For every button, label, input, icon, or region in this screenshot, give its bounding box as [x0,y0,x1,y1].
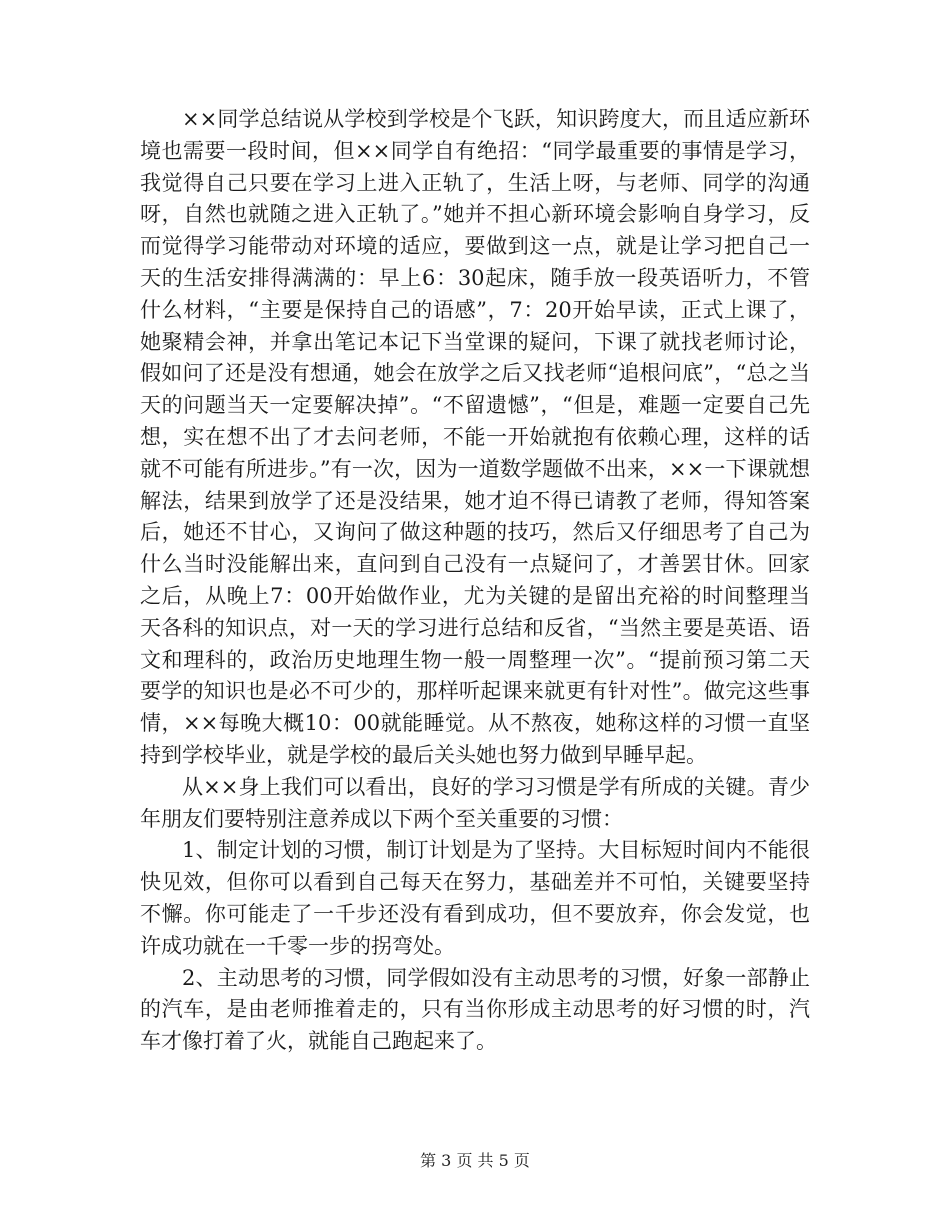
paragraph-4: 2、主动思考的习惯，同学假如没有主动思考的习惯，好象一部静止的汽车，是由老师推着走的，只有当你形成主动思考的好习惯的时，汽车才像打着了火，就能自己跑起来了。 [140,965,810,1054]
page-number-footer: 第 3 页 共 5 页 [420,1151,530,1170]
paragraph-3: 1、制定计划的习惯，制订计划是为了坚持。大目标短时间内不能很快见效，但你可以看到自己每天在努力，基础差并不可怕，关键要坚持不懈。你可能走了一千步还没有看到成功，但不要放弃，你会发觉，也许成功就在一千零一步的拐弯处。 [140,838,810,958]
document-body [140,104,810,1058]
paragraph-1: ××同学总结说从学校到学校是个飞跃，知识跨度大，而且适应新环境也需要一段时间，但××同学自有绝招：“同学最重要的事情是学习，我觉得自己只要在学习上进入正轨了，生活上呀，与老师、同学的沟通呀，自然也就随之进入正轨了。”她并不担心新环境会影响自身学习，反而觉得学习能带动对环境的适应，要做到这一点，就是让学习把自己一天的生活安排得满满的：早上6：30起床，随手放一段英语听力，不管什么材料，“主要是保持自己的语感”，7：20开始早读，正式上课了，她聚精会神，并拿出笔记本记下当堂课的疑问，下课了就找老师讨论，假如问了还是没有想通，她会在放学之后又找老师“追根问底”，“总之当天的问题当天一定要解决掉”。“不留遗憾”，“但是，难题一定要自己先想，实在想不出了才去问老师，不能一开始就抱有依赖心理，这样的话就不可能有所进步。”有一次，因为一道数学题做不出来，××一下课就想解法，结果到放学了还是没结果，她才迫不得已请教了老师，得知答案后，她还不甘心，又询问了做这种题的技巧，然后又仔细思考了自己为什么当时没能解出来，直问到自己没有一点疑问了，才善罢甘休。回家之后，从晚上7：00开始做作业，尤为关键的是留出充裕的时间整理当天各科的知识点，对一天的学习进行总结和反省，“当然主要是英语、语文和理科的，政治历史地理生物一般一周整理一次”。“提前预习第二天要学的知识也是必不可少的，那样听起课来就更有针对性”。做完这些事情，××每晚大概10：00就能睡觉。从不熬夜，她称这样的习惯一直坚持到学校毕业，就是学校的最后关头她也努力做到早睡早起。 [140,107,810,767]
paragraph-2: 从××身上我们可以看出，良好的学习习惯是学有所成的关键。青少年朋友们要特别注意养成以下两个至关重要的习惯： [140,774,810,831]
